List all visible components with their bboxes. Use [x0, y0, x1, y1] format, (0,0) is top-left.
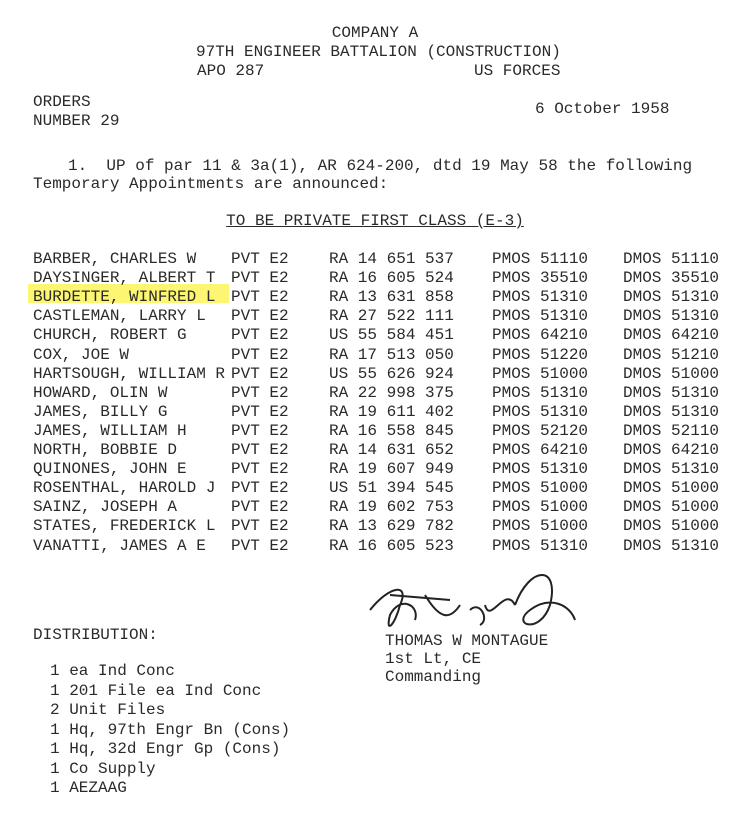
service-number: RA 14 651 537	[329, 250, 454, 268]
table-row	[0, 422, 750, 441]
grade: PVT E2	[231, 517, 289, 536]
service-number: RA 16 605 523	[329, 536, 454, 555]
company-heading: COMPANY A	[331, 24, 419, 42]
battalion-heading: 97TH ENGINEER BATTALION (CONSTRUCTION)	[196, 43, 561, 61]
pmos: PMOS 51000	[492, 364, 589, 383]
soldier-name: SAINZ, JOSEPH A	[33, 498, 178, 517]
table-row	[0, 403, 750, 422]
soldier-name: JAMES, WILLIAM H	[33, 421, 187, 440]
orders-number: NUMBER 29	[33, 112, 120, 130]
soldier-name: VANATTI, JAMES A E	[33, 536, 206, 555]
pmos: PMOS 51000	[492, 517, 589, 536]
table-row	[0, 269, 750, 288]
soldier-name: CHURCH, ROBERT G	[33, 326, 187, 345]
service-number: RA 16 558 845	[329, 421, 454, 440]
soldier-name: DAYSINGER, ALBERT T	[33, 269, 216, 288]
orders-label: ORDERS	[33, 93, 91, 111]
table-row	[0, 250, 750, 269]
dmos: DMOS 51310	[623, 288, 720, 307]
pmos: PMOS 51310	[492, 460, 589, 479]
service-number: US 55 584 451	[329, 326, 454, 345]
service-number: RA 16 605 524	[329, 269, 454, 288]
grade: PVT E2	[231, 345, 289, 364]
soldier-name: JAMES, BILLY G	[33, 402, 168, 421]
service-number: RA 19 611 402	[329, 402, 454, 421]
soldier-name: QUINONES, JOHN E	[33, 460, 187, 479]
pmos: PMOS 51000	[492, 498, 589, 517]
paragraph-line-2: Temporary Appointments are announced:	[33, 175, 389, 193]
dmos: DMOS 51110	[623, 250, 720, 268]
table-row	[0, 498, 750, 517]
dmos: DMOS 64210	[623, 441, 720, 459]
pmos: PMOS 51000	[492, 479, 589, 498]
service-number: RA 22 998 375	[329, 383, 454, 402]
table-row	[0, 346, 750, 365]
distribution-item: 1 AEZAAG	[50, 779, 127, 797]
apo-heading: APO 287	[197, 62, 265, 80]
pmos: PMOS 35510	[492, 269, 589, 288]
grade: PVT E2	[231, 421, 289, 440]
soldier-name: ROSENTHAL, HAROLD J	[33, 479, 216, 498]
dmos: DMOS 51000	[623, 517, 720, 536]
grade: PVT E2	[231, 269, 289, 288]
grade: PVT E2	[231, 402, 289, 421]
table-row	[0, 441, 750, 460]
distribution-item: 1 Co Supply	[50, 759, 156, 778]
table-row	[0, 307, 750, 326]
table-row	[0, 326, 750, 345]
table-row	[0, 517, 750, 536]
grade: PVT E2	[231, 288, 289, 307]
dmos: DMOS 35510	[623, 269, 720, 288]
dmos: DMOS 51000	[623, 479, 720, 498]
pmos: PMOS 51310	[492, 288, 589, 307]
pmos: PMOS 51310	[492, 536, 589, 555]
grade: PVT E2	[231, 536, 289, 555]
soldier-name: CASTLEMAN, LARRY L	[33, 307, 206, 326]
dmos: DMOS 51310	[623, 402, 720, 421]
dmos: DMOS 51310	[623, 536, 720, 555]
service-number: US 51 394 545	[329, 479, 454, 498]
forces-heading: US FORCES	[474, 62, 561, 80]
service-number: RA 17 513 050	[329, 345, 454, 364]
pmos: PMOS 64210	[492, 326, 589, 345]
paragraph-line-1: 1. UP of par 11 & 3a(1), AR 624-200, dtd 19 May 58 the following	[68, 157, 693, 175]
service-number: RA 19 607 949	[329, 460, 454, 479]
pmos: PMOS 51310	[492, 383, 589, 402]
dmos: DMOS 52110	[623, 421, 720, 440]
grade: PVT E2	[231, 383, 289, 402]
grade: PVT E2	[231, 498, 289, 517]
soldier-name: NORTH, BOBBIE D	[33, 441, 178, 459]
dmos: DMOS 51310	[623, 460, 720, 479]
grade: PVT E2	[231, 326, 289, 345]
section-title: TO BE PRIVATE FIRST CLASS (E-3)	[226, 212, 524, 230]
distribution-item: 1 Hq, 32d Engr Gp (Cons)	[50, 740, 281, 758]
service-number: RA 13 629 782	[329, 517, 454, 536]
signer-rank: 1st Lt, CE	[385, 650, 482, 668]
pmos: PMOS 51110	[492, 250, 589, 268]
grade: PVT E2	[231, 460, 289, 479]
soldier-name: COX, JOE W	[33, 345, 130, 364]
dmos: DMOS 64210	[623, 326, 720, 345]
distribution-item: 1 ea Ind Conc	[50, 662, 175, 680]
table-row	[0, 460, 750, 479]
dmos: DMOS 51310	[623, 383, 720, 402]
pmos: PMOS 51220	[492, 345, 589, 364]
soldier-name: BURDETTE, WINFRED L	[33, 288, 216, 307]
soldier-name: HARTSOUGH, WILLIAM R	[33, 364, 226, 383]
distribution-item: 2 Unit Files	[50, 701, 166, 719]
soldier-name: STATES, FREDERICK L	[33, 517, 216, 536]
dmos: DMOS 51000	[623, 364, 720, 383]
distribution-item: 1 201 File ea Ind Conc	[50, 681, 262, 700]
signer-name: THOMAS W MONTAGUE	[385, 632, 549, 650]
distribution-item: 1 Hq, 97th Engr Bn (Cons)	[50, 720, 291, 739]
service-number: RA 14 631 652	[329, 441, 454, 459]
grade: PVT E2	[231, 364, 289, 383]
service-number: RA 13 631 858	[329, 288, 454, 307]
signer-title: Commanding	[385, 668, 482, 686]
orders-date: 6 October 1958	[535, 100, 670, 118]
dmos: DMOS 51210	[623, 345, 720, 364]
table-row	[0, 384, 750, 403]
table-row	[0, 288, 750, 307]
pmos: PMOS 52120	[492, 421, 589, 440]
dmos: DMOS 51000	[623, 498, 720, 517]
pmos: PMOS 51310	[492, 307, 589, 326]
service-number: RA 27 522 111	[329, 307, 454, 326]
table-row	[0, 479, 750, 498]
soldier-name: HOWARD, OLIN W	[33, 383, 168, 402]
table-row	[0, 537, 750, 556]
pmos: PMOS 51310	[492, 402, 589, 421]
service-number: RA 19 602 753	[329, 498, 454, 517]
distribution-label: DISTRIBUTION:	[33, 626, 158, 644]
grade: PVT E2	[231, 307, 289, 326]
grade: PVT E2	[231, 441, 289, 459]
grade: PVT E2	[231, 250, 289, 268]
dmos: DMOS 51310	[623, 307, 720, 326]
soldier-name: BARBER, CHARLES W	[33, 250, 197, 268]
pmos: PMOS 64210	[492, 441, 589, 459]
grade: PVT E2	[231, 479, 289, 498]
service-number: US 55 626 924	[329, 364, 454, 383]
table-row	[0, 365, 750, 384]
